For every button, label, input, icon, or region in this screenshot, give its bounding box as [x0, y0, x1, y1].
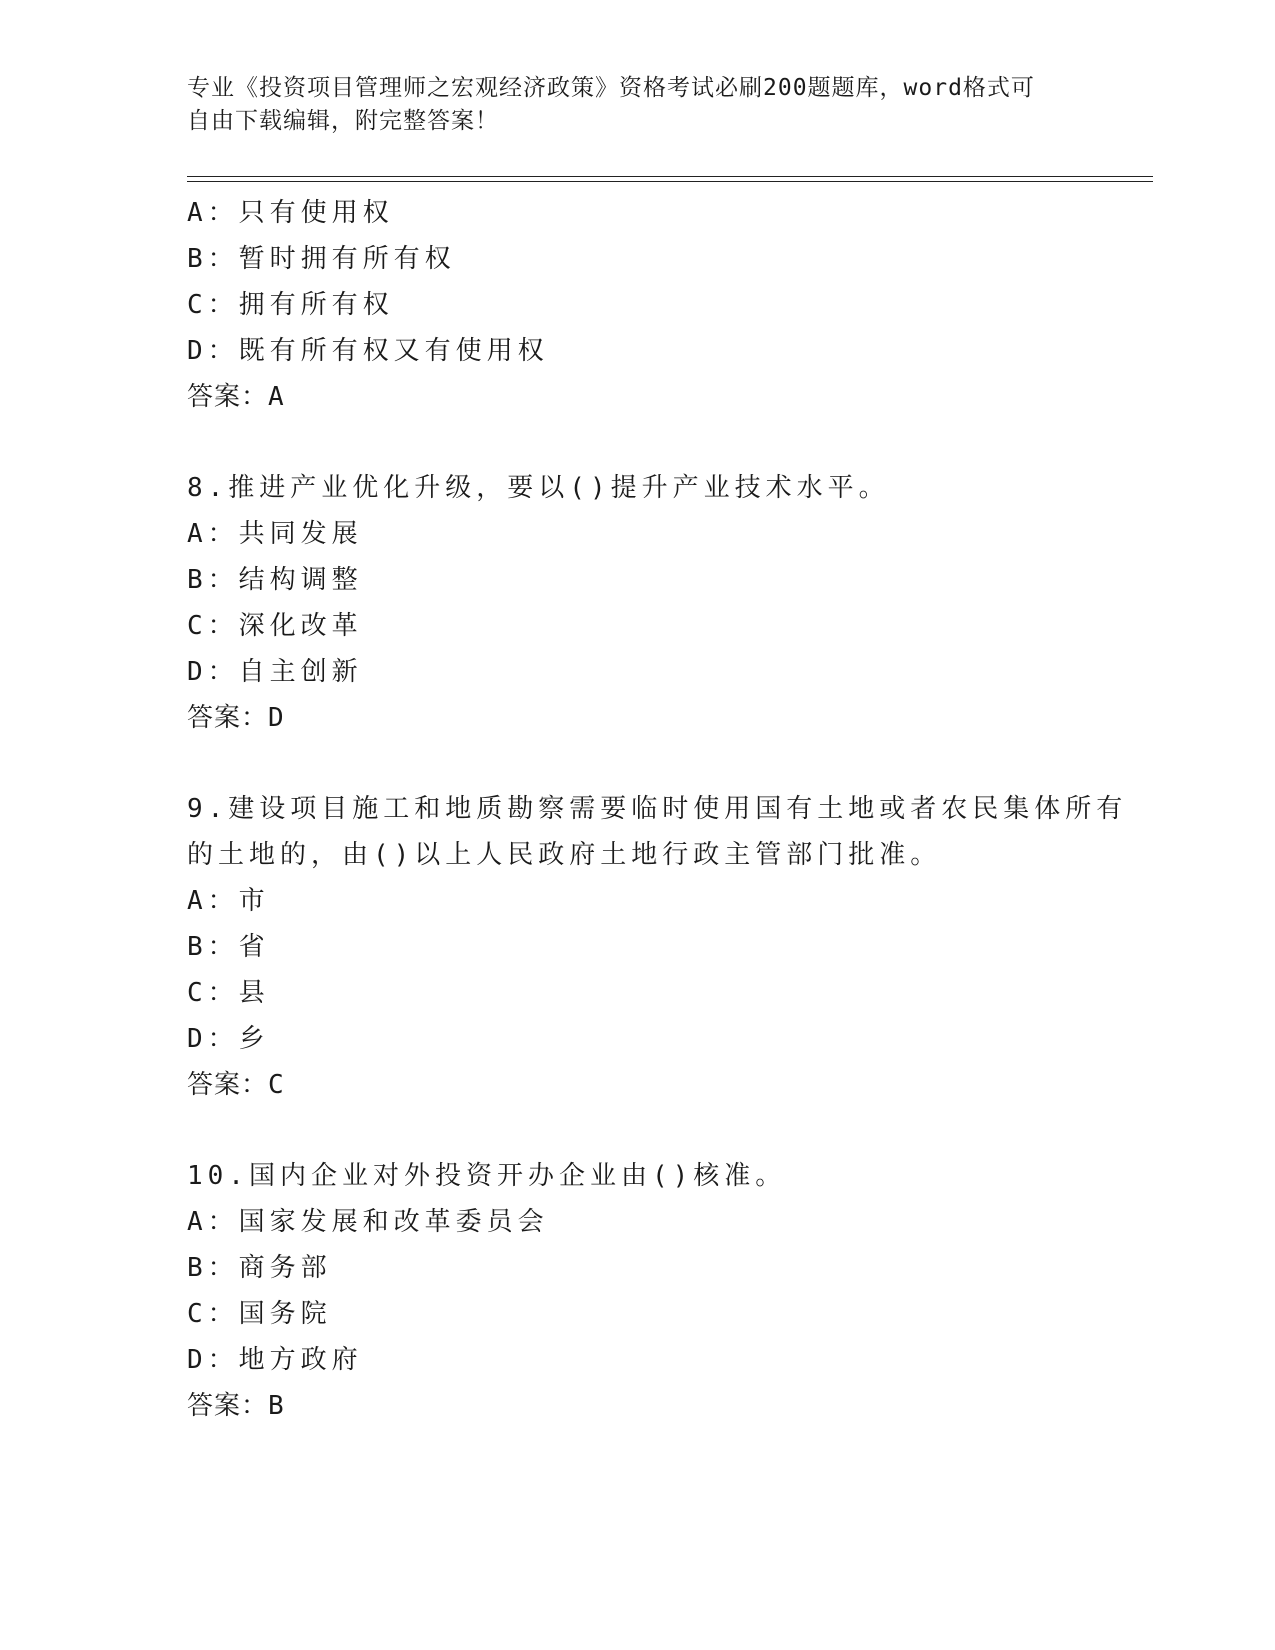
- option-d: D：自主创新: [187, 657, 363, 687]
- document-header: [187, 72, 1087, 138]
- option-c: C：深化改革: [187, 611, 363, 641]
- answer-label: 答案：: [187, 703, 269, 733]
- option-c: C：拥有所有权: [187, 290, 394, 320]
- question-8: [187, 465, 1147, 741]
- header-divider-top: [187, 176, 1153, 177]
- question-list: [187, 190, 1147, 1429]
- question-stem-line-2: 的土地的，由()以上人民政府土地行政主管部门批准。: [187, 840, 942, 870]
- answer-line: [187, 1062, 1147, 1108]
- option-a: A：国家发展和改革委员会: [187, 1207, 549, 1237]
- option-c: C：国务院: [187, 1299, 332, 1329]
- answer-value: A: [268, 382, 285, 412]
- answer-value: D: [268, 703, 285, 733]
- question-9: [187, 786, 1147, 1108]
- header-line-1: 专业《投资项目管理师之宏观经济政策》资格考试必刷200题题库，word格式可: [187, 75, 1035, 101]
- option-a: A：只有使用权: [187, 198, 394, 228]
- option-b: B：暂时拥有所有权: [187, 244, 456, 274]
- option-b: B：结构调整: [187, 565, 363, 595]
- question-7: [187, 190, 1147, 420]
- answer-label: 答案：: [187, 1391, 269, 1421]
- option-b: B：商务部: [187, 1253, 332, 1283]
- option-d: D：既有所有权又有使用权: [187, 336, 549, 366]
- question-stem-line-1: 9.建设项目施工和地质勘察需要临时使用国有土地或者农民集体所有: [187, 794, 1128, 824]
- answer-value: B: [268, 1391, 285, 1421]
- answer-value: C: [268, 1070, 285, 1100]
- option-c: C：县: [187, 978, 270, 1008]
- question-stem: 8.推进产业优化升级，要以()提升产业技术水平。: [187, 473, 890, 503]
- answer-label: 答案：: [187, 1070, 269, 1100]
- option-b: B：省: [187, 932, 270, 962]
- answer-label: 答案：: [187, 382, 269, 412]
- answer-line: [187, 1383, 1147, 1429]
- option-a: A：市: [187, 886, 270, 916]
- answer-line: [187, 695, 1147, 741]
- question-10: [187, 1153, 1147, 1429]
- option-d: D：乡: [187, 1024, 270, 1054]
- header-line-2: 自由下载编辑，附完整答案！: [187, 108, 499, 134]
- question-stem: 10.国内企业对外投资开办企业由()核准。: [187, 1161, 787, 1191]
- option-a: A：共同发展: [187, 519, 363, 549]
- option-d: D：地方政府: [187, 1345, 363, 1375]
- answer-line: [187, 374, 1147, 420]
- header-divider-bottom: [187, 181, 1153, 182]
